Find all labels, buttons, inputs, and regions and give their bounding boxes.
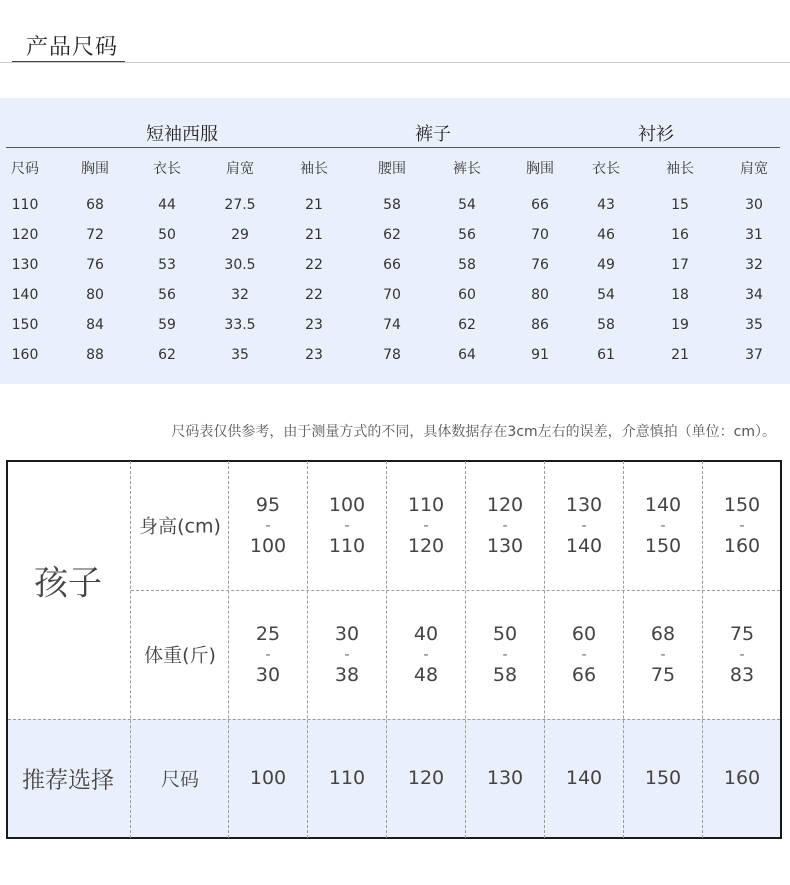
weight-range-to: 66 [571, 664, 597, 686]
size-cell: 50 [158, 227, 176, 243]
size-cell: 70 [531, 227, 549, 243]
weight-range-from: 75 [729, 623, 755, 645]
size-cell: 84 [86, 317, 104, 333]
weight-range-from: 68 [650, 623, 676, 645]
size-note: 尺码表仅供参考，由于测量方式的不同，具体数据存在3cm左右的误差，介意慎拍（单位：cm）。 [171, 424, 776, 440]
weight-range-to: 58 [492, 664, 518, 686]
weight-range-dash: - [660, 647, 666, 663]
size-cell: 78 [383, 347, 401, 363]
size-cell: 16 [671, 227, 689, 243]
weight-range-from: 60 [571, 623, 597, 645]
weight-range-dash: - [739, 647, 745, 663]
weight-range [229, 624, 307, 686]
size-cell: 15 [671, 197, 689, 213]
size-cell: 110 [11, 197, 39, 213]
size-cell: 58 [597, 317, 615, 333]
size-cell: 31 [745, 227, 763, 243]
size-cell: 76 [531, 257, 549, 273]
weight-range [387, 624, 465, 686]
size-cell: 68 [86, 197, 104, 213]
height-range-to: 130 [486, 535, 524, 557]
height-range-from: 150 [723, 494, 761, 516]
size-cell: 30.5 [224, 257, 256, 273]
height-range [703, 495, 781, 557]
size-cell: 46 [597, 227, 615, 243]
weight-range-to: 48 [413, 664, 439, 686]
height-range-from: 130 [565, 494, 603, 516]
height-range [308, 495, 386, 557]
header-shoulder: 肩宽 [226, 161, 254, 177]
height-range-to: 160 [723, 535, 761, 557]
header-waist: 腰围 [378, 161, 406, 177]
weight-range-to: 38 [334, 664, 360, 686]
page-title: 产品尺码 [26, 35, 119, 60]
height-range-from: 120 [486, 494, 524, 516]
size-cell: 130 [11, 257, 39, 273]
recommended-size: 110 [328, 767, 366, 789]
size-cell: 23 [305, 347, 323, 363]
recommended-size: 130 [486, 767, 524, 789]
recommend-label: 推荐选择 [22, 767, 114, 794]
group-label-pants: 裤子 [415, 124, 451, 145]
height-range-to: 140 [565, 535, 603, 557]
header-size: 尺码 [11, 161, 39, 177]
size-cell: 37 [745, 347, 763, 363]
size-cell: 27.5 [224, 197, 256, 213]
weight-range-from: 25 [255, 623, 281, 645]
size-cell: 58 [383, 197, 401, 213]
weight-range-dash: - [502, 647, 508, 663]
weight-range [624, 624, 702, 686]
weight-range [703, 624, 781, 686]
size-cell: 62 [383, 227, 401, 243]
size-cell: 18 [671, 287, 689, 303]
weight-range [466, 624, 544, 686]
size-cell: 140 [11, 287, 39, 303]
weight-range-from: 50 [492, 623, 518, 645]
size-cell: 33.5 [224, 317, 256, 333]
recommended-size: 140 [565, 767, 603, 789]
weight-range-from: 40 [413, 623, 439, 645]
size-cell: 62 [158, 347, 176, 363]
height-range-dash: - [660, 518, 666, 534]
height-label: 身高(cm) [139, 515, 221, 538]
weight-range-from: 30 [334, 623, 360, 645]
height-range [387, 495, 465, 557]
height-range [229, 495, 307, 557]
recommended-size: 120 [407, 767, 445, 789]
size-cell: 61 [597, 347, 615, 363]
height-range-from: 95 [255, 494, 281, 516]
height-range-to: 100 [249, 535, 287, 557]
size-cell: 80 [86, 287, 104, 303]
height-range-dash: - [344, 518, 350, 534]
height-range-from: 100 [328, 494, 366, 516]
height-range-dash: - [502, 518, 508, 534]
size-cell: 19 [671, 317, 689, 333]
size-cell: 22 [305, 257, 323, 273]
height-range-dash: - [581, 518, 587, 534]
size-cell: 64 [458, 347, 476, 363]
size-cell: 43 [597, 197, 615, 213]
height-range [466, 495, 544, 557]
size-cell: 21 [671, 347, 689, 363]
weight-range-dash: - [581, 647, 587, 663]
size-cell: 120 [11, 227, 39, 243]
header-shirt-length: 衣长 [592, 161, 620, 177]
size-cell: 56 [458, 227, 476, 243]
size-cell: 49 [597, 257, 615, 273]
size-label: 尺码 [160, 768, 200, 791]
child-label: 孩子 [34, 563, 102, 604]
height-range-dash: - [739, 518, 745, 534]
weight-range-dash: - [265, 647, 271, 663]
size-cell: 17 [671, 257, 689, 273]
size-cell: 21 [305, 227, 323, 243]
height-range-dash: - [423, 518, 429, 534]
header-shirt-chest: 胸围 [526, 161, 554, 177]
size-cell: 62 [458, 317, 476, 333]
height-range-dash: - [265, 518, 271, 534]
size-cell: 72 [86, 227, 104, 243]
recommended-size: 100 [249, 767, 287, 789]
weight-range [545, 624, 623, 686]
group-label-suit: 短袖西服 [146, 124, 218, 145]
height-range-to: 120 [407, 535, 445, 557]
size-cell: 88 [86, 347, 104, 363]
size-cell: 21 [305, 197, 323, 213]
weight-range [308, 624, 386, 686]
header-sleeve: 袖长 [300, 161, 328, 177]
recommended-size: 160 [723, 767, 761, 789]
size-cell: 59 [158, 317, 176, 333]
size-cell: 32 [231, 287, 249, 303]
header-shirt-sleeve: 袖长 [666, 161, 694, 177]
header-shirt-shoulder: 肩宽 [740, 161, 768, 177]
weight-label: 体重(斤) [144, 644, 216, 667]
weight-range-dash: - [344, 647, 350, 663]
size-cell: 35 [745, 317, 763, 333]
size-cell: 58 [458, 257, 476, 273]
height-range [545, 495, 623, 557]
size-cell: 74 [383, 317, 401, 333]
weight-range-to: 83 [729, 664, 755, 686]
size-cell: 22 [305, 287, 323, 303]
size-cell: 86 [531, 317, 549, 333]
size-cell: 23 [305, 317, 323, 333]
weight-range-to: 75 [650, 664, 676, 686]
header-chest: 胸围 [81, 161, 109, 177]
weight-range-to: 30 [255, 664, 281, 686]
size-cell: 70 [383, 287, 401, 303]
divider-h-height [131, 590, 780, 591]
title-divider [0, 62, 790, 63]
size-cell: 53 [158, 257, 176, 273]
divider-v-label [130, 461, 131, 838]
size-cell: 160 [11, 347, 39, 363]
size-cell: 54 [597, 287, 615, 303]
header-length: 衣长 [153, 161, 181, 177]
size-cell: 91 [531, 347, 549, 363]
size-cell: 32 [745, 257, 763, 273]
size-cell: 56 [158, 287, 176, 303]
size-cell: 29 [231, 227, 249, 243]
height-range-from: 110 [407, 494, 445, 516]
weight-range-dash: - [423, 647, 429, 663]
size-cell: 80 [531, 287, 549, 303]
size-cell: 44 [158, 197, 176, 213]
size-cell: 35 [231, 347, 249, 363]
height-range-from: 140 [644, 494, 682, 516]
group-label-shirt: 衬衫 [638, 124, 674, 145]
size-cell: 34 [745, 287, 763, 303]
size-cell: 150 [11, 317, 39, 333]
size-cell: 76 [86, 257, 104, 273]
height-range-to: 110 [328, 535, 366, 557]
size-cell: 54 [458, 197, 476, 213]
size-cell: 66 [531, 197, 549, 213]
divider-h-weight [8, 719, 780, 720]
header-pant-length: 裤长 [453, 161, 481, 177]
group-divider [6, 147, 780, 148]
size-cell: 66 [383, 257, 401, 273]
recommended-size: 150 [644, 767, 682, 789]
height-range-to: 150 [644, 535, 682, 557]
size-cell: 60 [458, 287, 476, 303]
height-range [624, 495, 702, 557]
size-cell: 30 [745, 197, 763, 213]
